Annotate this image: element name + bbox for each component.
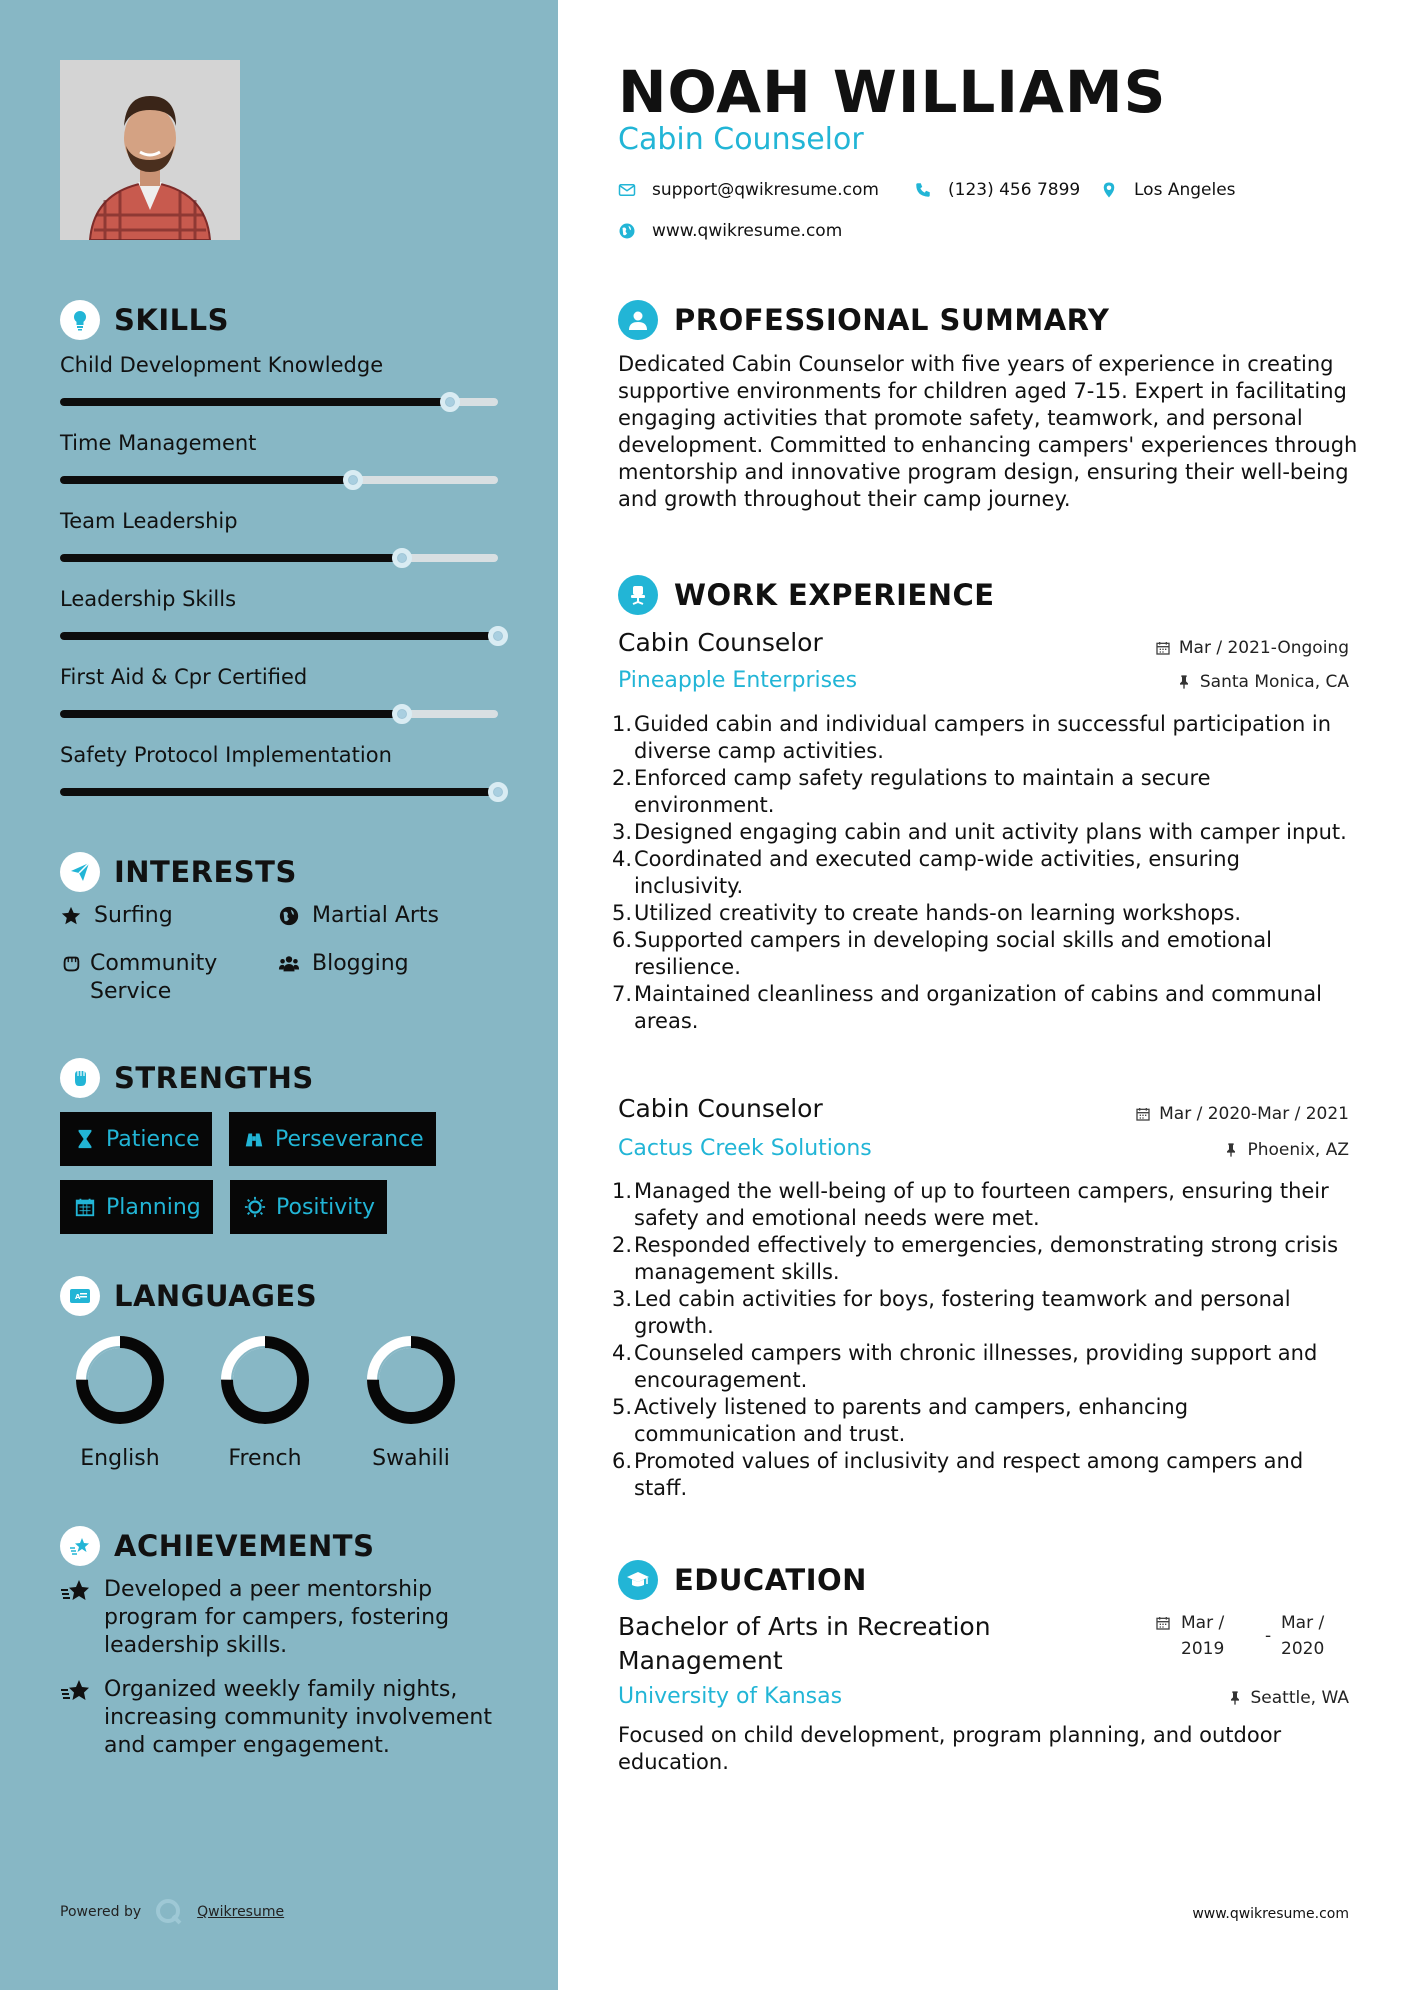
location-text: Los Angeles bbox=[1134, 180, 1236, 200]
edu-end-year: 2020 bbox=[1281, 1639, 1325, 1659]
skill-label: Safety Protocol Implementation bbox=[60, 743, 392, 767]
job-date bbox=[1155, 638, 1349, 658]
education-title: EDUCATION bbox=[674, 1563, 867, 1597]
globe-icon bbox=[618, 222, 636, 240]
language-label: Swahili bbox=[372, 1446, 450, 1471]
users-icon bbox=[278, 950, 304, 978]
job-title: Cabin Counselor bbox=[618, 628, 823, 657]
experience-title: WORK EXPERIENCE bbox=[674, 578, 995, 612]
interest-label: Surfing bbox=[94, 903, 173, 928]
shooting-star-icon bbox=[60, 1576, 92, 1610]
job-location-text: Phoenix, AZ bbox=[1247, 1140, 1349, 1160]
education-location-text: Seattle, WA bbox=[1250, 1688, 1349, 1708]
phone-text: (123) 456 7899 bbox=[948, 180, 1081, 200]
strengths-title: STRENGTHS bbox=[114, 1061, 314, 1095]
languages-title: LANGUAGES bbox=[114, 1279, 318, 1313]
list-item: 1. Managed the well-being of up to fourteen campers, ensuring their safety and emotional needs were met. bbox=[612, 1179, 1329, 1230]
skill-bar bbox=[60, 398, 498, 406]
language-item bbox=[356, 1332, 466, 1471]
qwikresume-logo bbox=[155, 1898, 183, 1926]
list-item: 2. Enforced camp safety regulations to maintain a secure environment. bbox=[612, 766, 1211, 817]
skill-level-knob bbox=[488, 782, 508, 802]
binoculars-icon bbox=[243, 1128, 265, 1150]
user-icon bbox=[618, 300, 658, 340]
list-item: 4. Counseled campers with chronic illnesses, providing support and encouragement. bbox=[612, 1341, 1318, 1392]
profile-photo bbox=[60, 60, 240, 240]
strength-label: Perseverance bbox=[275, 1126, 424, 1152]
fist-icon bbox=[60, 1058, 100, 1098]
list-item: 6. Promoted values of inclusivity and respect among campers and staff. bbox=[612, 1449, 1304, 1500]
skill-level-knob bbox=[392, 704, 412, 724]
email-text: support@qwikresume.com bbox=[652, 180, 879, 200]
powered-label: Powered by bbox=[60, 1904, 142, 1920]
skill-level-knob bbox=[488, 626, 508, 646]
achievement-item bbox=[60, 1676, 500, 1760]
skill-label: Time Management bbox=[60, 431, 257, 455]
globe-icon bbox=[278, 902, 304, 930]
phone-icon bbox=[914, 181, 932, 199]
language-level-ring bbox=[217, 1332, 313, 1428]
strength-badge bbox=[230, 1180, 387, 1234]
contact-phone[interactable] bbox=[914, 180, 1080, 200]
school-name: University of Kansas bbox=[618, 1684, 843, 1709]
job-date-text: Mar / 2021-Ongoing bbox=[1178, 638, 1349, 658]
language-item bbox=[210, 1332, 320, 1471]
strength-badge bbox=[60, 1180, 213, 1234]
star-icon bbox=[60, 902, 86, 930]
language-label: English bbox=[80, 1446, 160, 1471]
qwikresume-link[interactable]: Qwikresume bbox=[197, 1904, 285, 1920]
skill-bar bbox=[60, 476, 498, 484]
interest-label: Blogging bbox=[312, 951, 409, 976]
edu-end-month: Mar / bbox=[1281, 1613, 1325, 1633]
pushpin-icon bbox=[1227, 1690, 1243, 1706]
summary-text: Dedicated Cabin Counselor with five years of experience in creating supportive environments for children aged 7-15. Expert in facilitating engaging activities that promote safety, teamwork, and personal development. Committed to enhancing campers' experiences through mentorship and innovative program design, ensuring their well-being and growth throughout their camp journey. bbox=[618, 352, 1358, 511]
strength-badge bbox=[229, 1112, 436, 1166]
education-text: Focused on child development, program planning, and outdoor education. bbox=[618, 1723, 1282, 1774]
interest-item bbox=[278, 902, 439, 930]
powered-by bbox=[60, 1898, 284, 1926]
achievements-heading bbox=[60, 1526, 374, 1566]
strength-label: Patience bbox=[106, 1126, 200, 1152]
skill-label: First Aid & Cpr Certified bbox=[60, 665, 308, 689]
contact-location bbox=[1100, 180, 1236, 200]
hourglass-icon bbox=[74, 1128, 96, 1150]
edu-start-year: 2019 bbox=[1181, 1639, 1225, 1659]
skill-level-knob bbox=[440, 392, 460, 412]
svg-text:A: A bbox=[75, 1293, 81, 1301]
skill-bar bbox=[60, 554, 498, 562]
list-item: 1. Guided cabin and individual campers in successful participation in diverse camp activities. bbox=[612, 712, 1332, 763]
skills-heading bbox=[60, 300, 229, 340]
skill-item bbox=[60, 740, 498, 796]
interests-title: INTERESTS bbox=[114, 855, 297, 889]
skill-bar bbox=[60, 710, 498, 718]
education-heading bbox=[618, 1560, 867, 1600]
pushpin-icon bbox=[1223, 1142, 1239, 1158]
interests-heading bbox=[60, 852, 297, 892]
job-date bbox=[1135, 1104, 1349, 1124]
office-chair-icon bbox=[618, 575, 658, 615]
list-item: 5. Actively listened to parents and campers, enhancing communication and trust. bbox=[612, 1395, 1189, 1446]
list-item: 5. Utilized creativity to create hands-on learning workshops. bbox=[612, 901, 1242, 925]
education-location bbox=[1227, 1688, 1350, 1708]
list-item: 3. Designed engaging cabin and unit activity plans with camper input. bbox=[612, 820, 1347, 844]
skill-item bbox=[60, 584, 498, 640]
contact-email[interactable] bbox=[618, 180, 879, 200]
list-item: 2. Responded effectively to emergencies, demonstrating strong crisis management skills. bbox=[612, 1233, 1339, 1284]
languages-heading bbox=[60, 1276, 317, 1316]
map-pin-icon bbox=[1100, 181, 1118, 199]
skill-item bbox=[60, 506, 498, 562]
skill-level-knob bbox=[392, 548, 412, 568]
skill-bar bbox=[60, 632, 498, 640]
summary-heading bbox=[618, 300, 1109, 340]
shooting-star-icon bbox=[60, 1526, 100, 1566]
job-location bbox=[1176, 672, 1349, 692]
achievement-text: Developed a peer mentorship program for campers, fostering leadership skills. bbox=[104, 1577, 450, 1658]
contact-website[interactable] bbox=[618, 221, 842, 241]
candidate-role: Cabin Counselor bbox=[618, 122, 864, 157]
pushpin-icon bbox=[1176, 674, 1192, 690]
strength-label: Planning bbox=[106, 1194, 201, 1220]
interest-label: Martial Arts bbox=[312, 903, 440, 928]
website-text: www.qwikresume.com bbox=[652, 221, 843, 241]
list-item: 6. Supported campers in developing social skills and emotional resilience. bbox=[612, 928, 1272, 979]
experience-heading bbox=[618, 575, 995, 615]
skill-label: Leadership Skills bbox=[60, 587, 237, 611]
language-card-icon bbox=[60, 1276, 100, 1316]
achievement-text: Organized weekly family nights, increasing community involvement and camper engagement. bbox=[104, 1677, 492, 1758]
interest-item bbox=[60, 950, 260, 1006]
summary-title: PROFESSIONAL SUMMARY bbox=[674, 303, 1110, 337]
job-location-text: Santa Monica, CA bbox=[1199, 672, 1349, 692]
job-title: Cabin Counselor bbox=[618, 1094, 823, 1123]
job-bullets bbox=[612, 711, 1352, 1035]
calendar-icon bbox=[1135, 1106, 1151, 1122]
footer-website[interactable]: www.qwikresume.com bbox=[1192, 1906, 1349, 1922]
degree-title: Bachelor of Arts in Recreation Management bbox=[618, 1612, 991, 1675]
strength-label: Positivity bbox=[276, 1194, 376, 1220]
calendar-icon bbox=[74, 1196, 96, 1218]
skill-level-knob bbox=[343, 470, 363, 490]
calendar-icon bbox=[1155, 1615, 1171, 1631]
sun-icon bbox=[244, 1196, 266, 1218]
education-date bbox=[1155, 1610, 1341, 1662]
skill-item bbox=[60, 350, 498, 406]
language-level-ring bbox=[72, 1332, 168, 1428]
shooting-star-icon bbox=[60, 1676, 92, 1710]
language-level-ring bbox=[363, 1332, 459, 1428]
candidate-name: NOAH WILLIAMS bbox=[618, 58, 1167, 126]
job-date-text: Mar / 2020-Mar / 2021 bbox=[1159, 1104, 1349, 1124]
skill-item bbox=[60, 662, 498, 718]
skill-bar bbox=[60, 788, 498, 796]
achievement-item bbox=[60, 1576, 500, 1660]
sidebar bbox=[0, 0, 558, 1990]
strengths-heading bbox=[60, 1058, 314, 1098]
skills-title: SKILLS bbox=[114, 303, 229, 337]
graduation-cap-icon bbox=[618, 1560, 658, 1600]
interest-item bbox=[278, 950, 409, 978]
strength-badge bbox=[60, 1112, 212, 1166]
interest-item bbox=[60, 902, 173, 930]
list-item: 7. Maintained cleanliness and organization of cabins and communal areas. bbox=[612, 982, 1322, 1033]
list-item: 4. Coordinated and executed camp-wide activities, ensuring inclusivity. bbox=[612, 847, 1240, 898]
edu-start-month: Mar / bbox=[1181, 1613, 1225, 1633]
skill-label: Team Leadership bbox=[60, 509, 238, 533]
interest-label: Community Service bbox=[90, 951, 218, 1004]
list-item: 3. Led cabin activities for boys, fostering teamwork and personal growth. bbox=[612, 1287, 1291, 1338]
job-location bbox=[1223, 1140, 1349, 1160]
envelope-icon bbox=[618, 181, 636, 199]
paper-plane-icon bbox=[60, 852, 100, 892]
achievements-title: ACHIEVEMENTS bbox=[114, 1529, 375, 1563]
language-item bbox=[65, 1332, 175, 1471]
language-label: French bbox=[228, 1446, 302, 1471]
skill-item bbox=[60, 428, 498, 484]
hand-icon bbox=[60, 950, 82, 978]
job-bullets bbox=[612, 1178, 1352, 1502]
job-company: Pineapple Enterprises bbox=[618, 668, 858, 693]
job-company: Cactus Creek Solutions bbox=[618, 1136, 872, 1161]
calendar-icon bbox=[1155, 640, 1171, 656]
skill-label: Child Development Knowledge bbox=[60, 353, 384, 377]
lightbulb-icon bbox=[60, 300, 100, 340]
edu-date-separator: - bbox=[1265, 1626, 1272, 1646]
